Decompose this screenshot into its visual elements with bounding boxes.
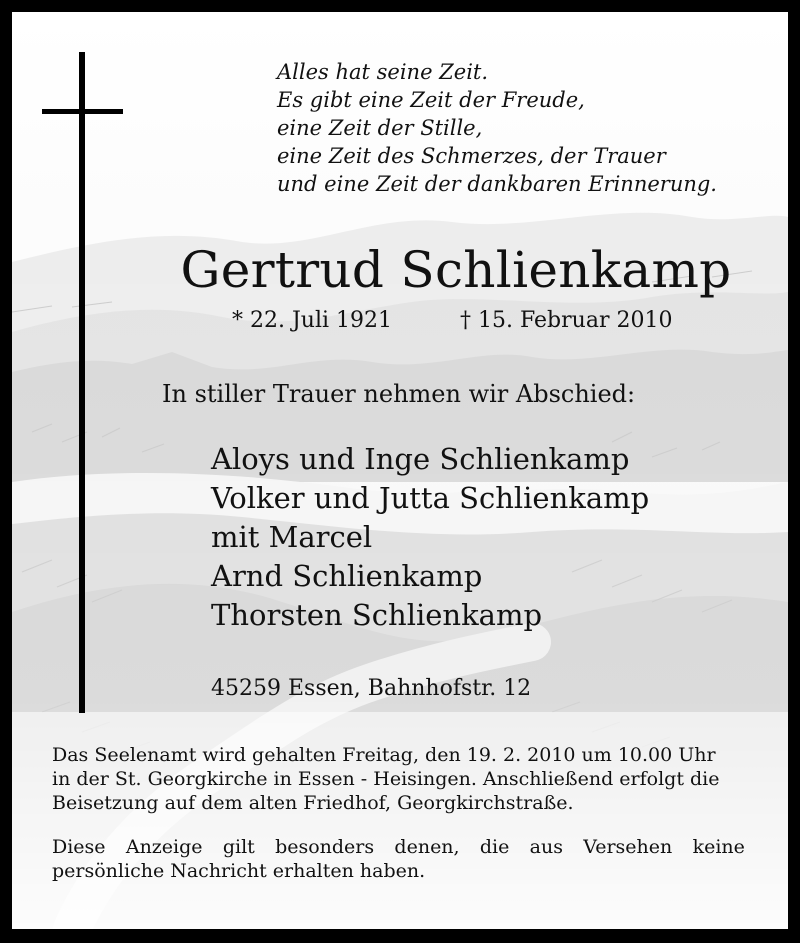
service-notice-line: in der St. Georgkirche in Essen - Heisingen. Anschließend erfolgt die	[52, 768, 720, 790]
closing-notice	[52, 835, 745, 883]
poem-line: eine Zeit der Stille,	[277, 116, 483, 140]
closing-word: Anzeige	[125, 836, 203, 858]
death-date: † 15. Februar 2010	[460, 308, 673, 333]
service-notice-line: Das Seelenamt wird gehalten Freitag, den 19. 2. 2010 um 10.00 Uhr	[52, 744, 716, 766]
mourner-name: Aloys und Inge Schlienkamp	[211, 442, 630, 476]
family-address: 45259 Essen, Bahnhofstr. 12	[211, 676, 532, 701]
mourners-list	[211, 440, 649, 635]
poem-line: eine Zeit des Schmerzes, der Trauer	[277, 144, 666, 168]
closing-word: Diese	[52, 836, 106, 858]
closing-word: gilt	[222, 836, 255, 858]
farewell-intro: In stiller Trauer nehmen wir Abschied:	[162, 380, 636, 408]
poem-line: Es gibt eine Zeit der Freude,	[277, 88, 585, 112]
closing-word: die	[479, 836, 510, 858]
mourner-name: Arnd Schlienkamp	[211, 559, 483, 593]
cross-icon-horizontal-bar	[42, 109, 123, 114]
mourner-name: Thorsten Schlienkamp	[211, 598, 543, 632]
closing-notice-line-1	[52, 835, 745, 859]
closing-word: keine	[692, 836, 745, 858]
poem-line: und eine Zeit der dankbaren Erinnerung.	[277, 172, 717, 196]
closing-word: denen,	[394, 836, 460, 858]
cross-icon-vertical-bar	[79, 52, 85, 713]
closing-notice-line-2: persönliche Nachricht erhalten haben.	[52, 860, 426, 882]
obituary-notice	[12, 12, 788, 929]
deceased-name: Gertrud Schlienkamp	[180, 241, 732, 299]
closing-word: aus	[529, 836, 563, 858]
poem-line: Alles hat seine Zeit.	[277, 60, 489, 84]
closing-word: Versehen	[583, 836, 673, 858]
service-notice-line: Beisetzung auf dem alten Friedhof, Georgkirchstraße.	[52, 792, 574, 814]
birth-date: * 22. Juli 1921	[232, 308, 393, 333]
service-notice	[52, 743, 720, 815]
poem	[277, 58, 717, 198]
closing-word: besonders	[275, 836, 375, 858]
mourner-name: Volker und Jutta Schlienkamp	[211, 481, 650, 515]
mourner-name: mit Marcel	[211, 520, 373, 554]
